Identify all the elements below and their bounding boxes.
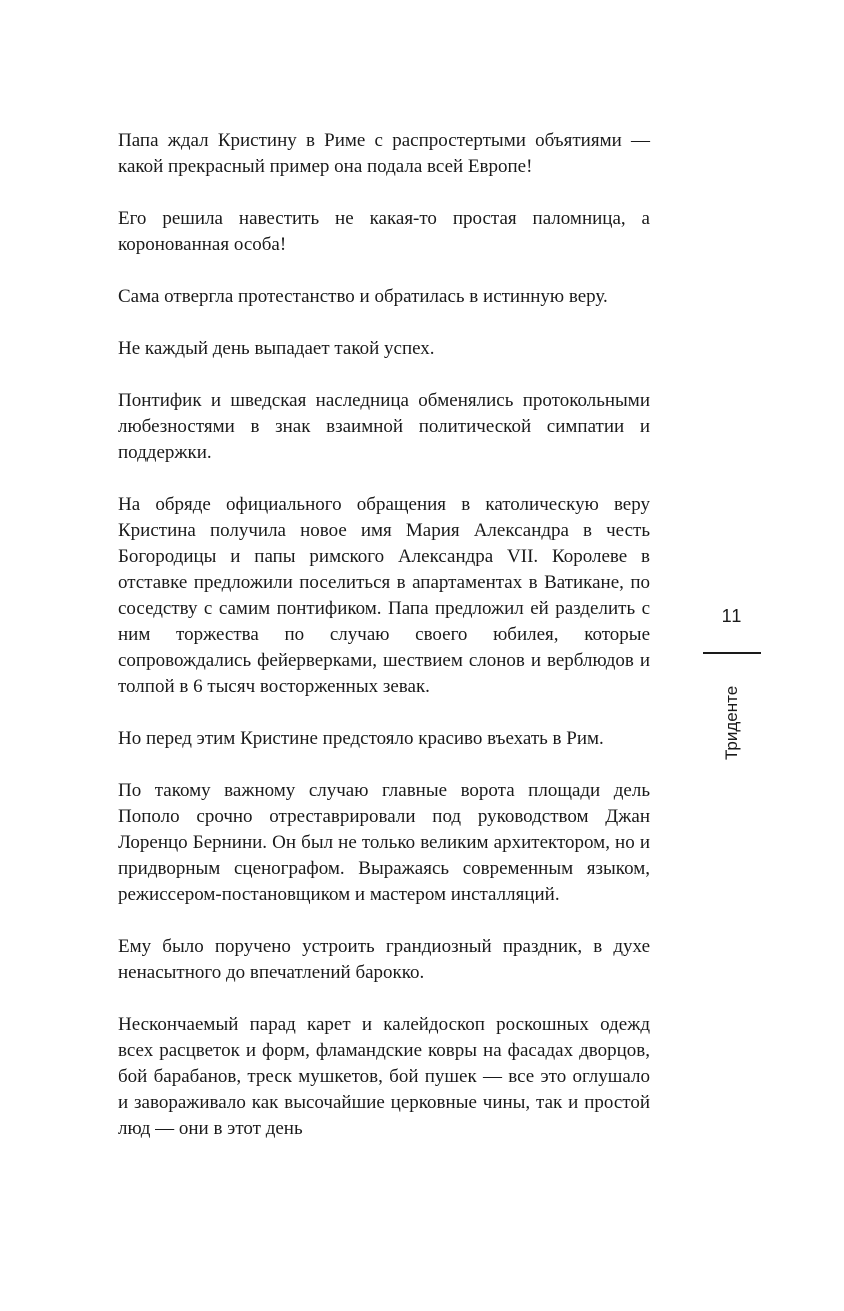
paragraph-6: На обряде официального обращения в католическую веру Кристина получила новое имя Мария Александра в честь Богородицы и папы римского Александра VII. Королеве в отставке предложили поселиться в апартаментах в Ватикане, по соседству с самим понтификом. Папа предложил ей разделить с ним торжества по случаю своего юбилея, которые сопровождались фейерверками, шествием слонов и верблюдов и толпой в 6 тысяч восторженных зевак. bbox=[118, 494, 650, 697]
paragraph-10: Нескончаемый парад карет и калейдоскоп роскошных одежд всех расцветок и форм, фламандские ковры на фасадах дворцов, бой барабанов, треск мушкетов, бой пушек — все это оглушало и завораживало как высочайшие церковные чины, так и простой люд — они в этот день bbox=[118, 1014, 650, 1139]
paragraph-4: Не каждый день выпадает такой успех. bbox=[118, 338, 435, 359]
running-head-divider bbox=[703, 652, 761, 654]
paragraph-5: Понтифик и шведская наследница обменялись протокольными любезностями в знак взаимной политической симпатии и поддержки. bbox=[118, 390, 650, 463]
paragraph-1: Папа ждал Кристину в Риме с распростертыми объятиями — какой прекрасный пример она подала всей Европе! bbox=[118, 130, 650, 177]
body-text bbox=[118, 128, 650, 1142]
page-number: 11 bbox=[721, 606, 743, 626]
paragraph-8: По такому важному случаю главные ворота площади дель Пополо срочно отреставрировали под руководством Джан Лоренцо Бернини. Он был не только великим архитектором, но и придворным сценографом. Выражаясь современным языком, режиссером-постановщиком и мастером инсталляций. bbox=[118, 780, 650, 905]
running-title: Триденте bbox=[722, 685, 741, 760]
paragraph-7: Но перед этим Кристине предстояло красиво въехать в Рим. bbox=[118, 728, 604, 749]
paragraph-3: Сама отвергла протестанство и обратилась в истинную веру. bbox=[118, 286, 608, 307]
paragraph-2: Его решила навестить не какая-то простая паломница, а коронованная особа! bbox=[118, 208, 650, 255]
paragraph-9: Ему было поручено устроить грандиозный праздник, в духе ненасытного до впечатлений барокко. bbox=[118, 936, 650, 983]
